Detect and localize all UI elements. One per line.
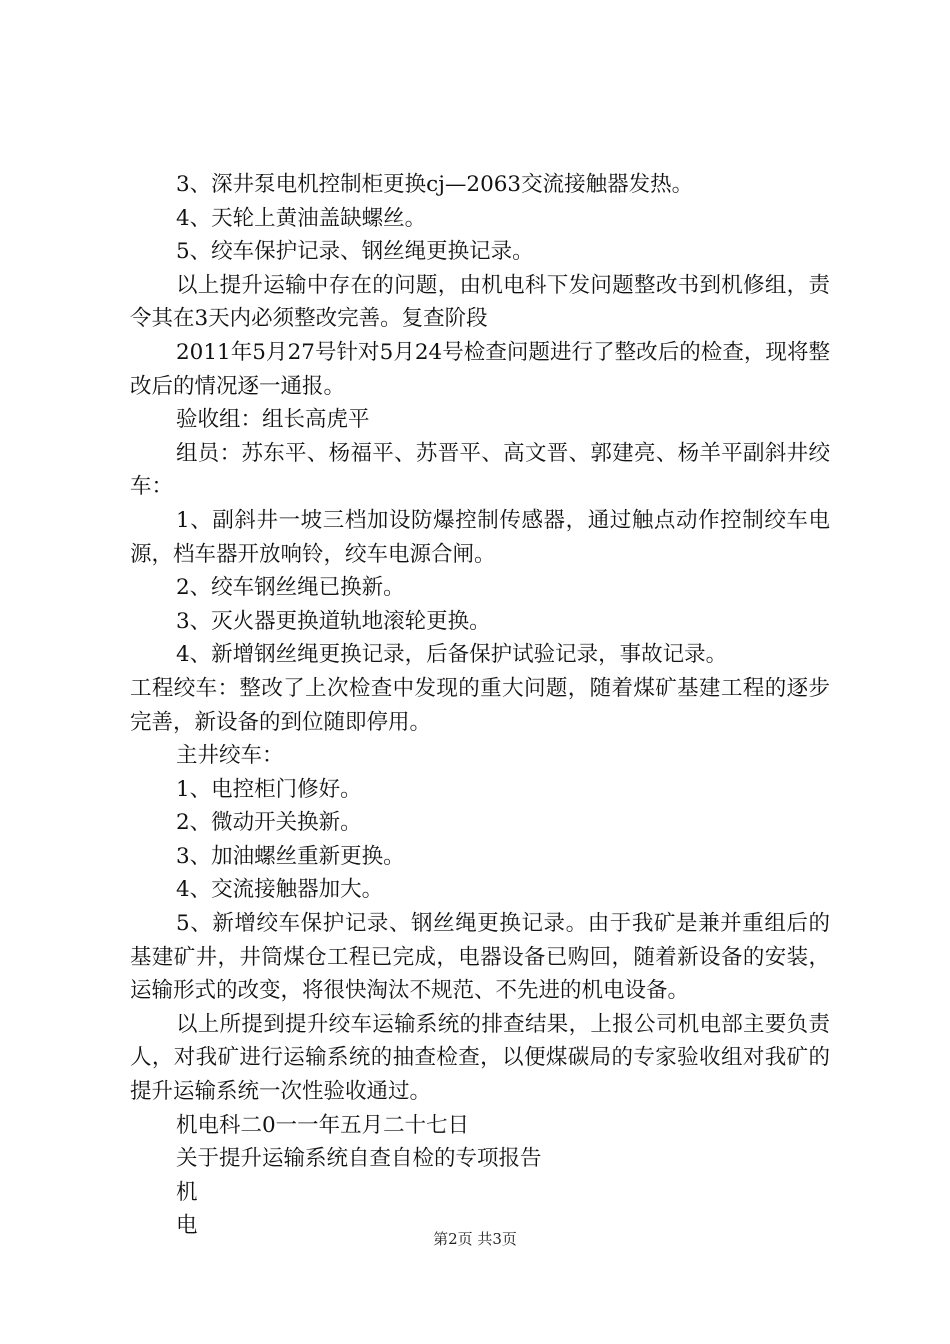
paragraph: 2、绞车钢丝绳已换新。 [176, 575, 405, 601]
paragraph: 验收组：组长高虎平 [176, 407, 370, 433]
paragraph: 以上提升运输中存在的问题，由机电科下发问题整改书到机修组，责令其在3天内必须整改完善。复查阶段 [130, 272, 830, 332]
paragraph: 3、灭火器更换道轨地滚轮更换。 [176, 608, 491, 634]
report-title-line: 关于提升运输系统自查自检的专项报告 [176, 1146, 542, 1172]
paragraph: 机 [176, 1179, 198, 1205]
paragraph: 2011年5月27号针对5月24号检查问题进行了整改后的检查，现将整改后的情况逐一通报。 [130, 339, 830, 399]
paragraph: 1、电控柜门修好。 [176, 776, 362, 802]
paragraph: 4、交流接触器加大。 [176, 877, 384, 903]
paragraph: 以上所提到提升绞车运输系统的排查结果，上报公司机电部主要负责人，对我矿进行运输系统的抽查检查，以便煤碳局的专家验收组对我矿的提升运输系统一次性验收通过。 [130, 1011, 830, 1105]
paragraph: 主井绞车： [176, 743, 284, 769]
paragraph: 3、加油螺丝重新更换。 [176, 843, 405, 869]
paragraph: 2、微动开关换新。 [176, 810, 362, 836]
paragraph: 4、天轮上黄油盖缺螺丝。 [176, 205, 427, 231]
paragraph: 电 [176, 1213, 198, 1239]
signature-line: 机电科二0一一年五月二十七日 [176, 1112, 470, 1138]
page-footer: 第2页 共3页 [433, 1230, 517, 1248]
paragraph: 3、深井泵电机控制柜更换cj—2063交流接触器发热。 [176, 172, 694, 197]
paragraph-continuation: 工程绞车：整改了上次检查中发现的重大问题，随着煤矿基建工程的逐步完善，新设备的到位随即停用。 [130, 675, 830, 735]
paragraph: 5、新增绞车保护记录、钢丝绳更换记录。由于我矿是兼并重组后的基建矿井，井筒煤仓工程已完成，电器设备已购回，随着新设备的安装，运输形式的改变，将很快淘汰不规范、不先进的机电设备。 [130, 911, 830, 1004]
document-page [130, 168, 830, 1243]
paragraph: 1、副斜井一坡三档加设防爆控制传感器，通过触点动作控制绞车电源，档车器开放响铃，绞车电源合闸。 [130, 507, 830, 567]
paragraph: 4、新增钢丝绳更换记录，后备保护试验记录，事故记录。 [176, 642, 728, 668]
paragraph: 5、绞车保护记录、钢丝绳更换记录。 [176, 239, 534, 265]
paragraph: 组员：苏东平、杨福平、苏晋平、高文晋、郭建亮、杨羊平副斜井绞车： [130, 440, 830, 500]
